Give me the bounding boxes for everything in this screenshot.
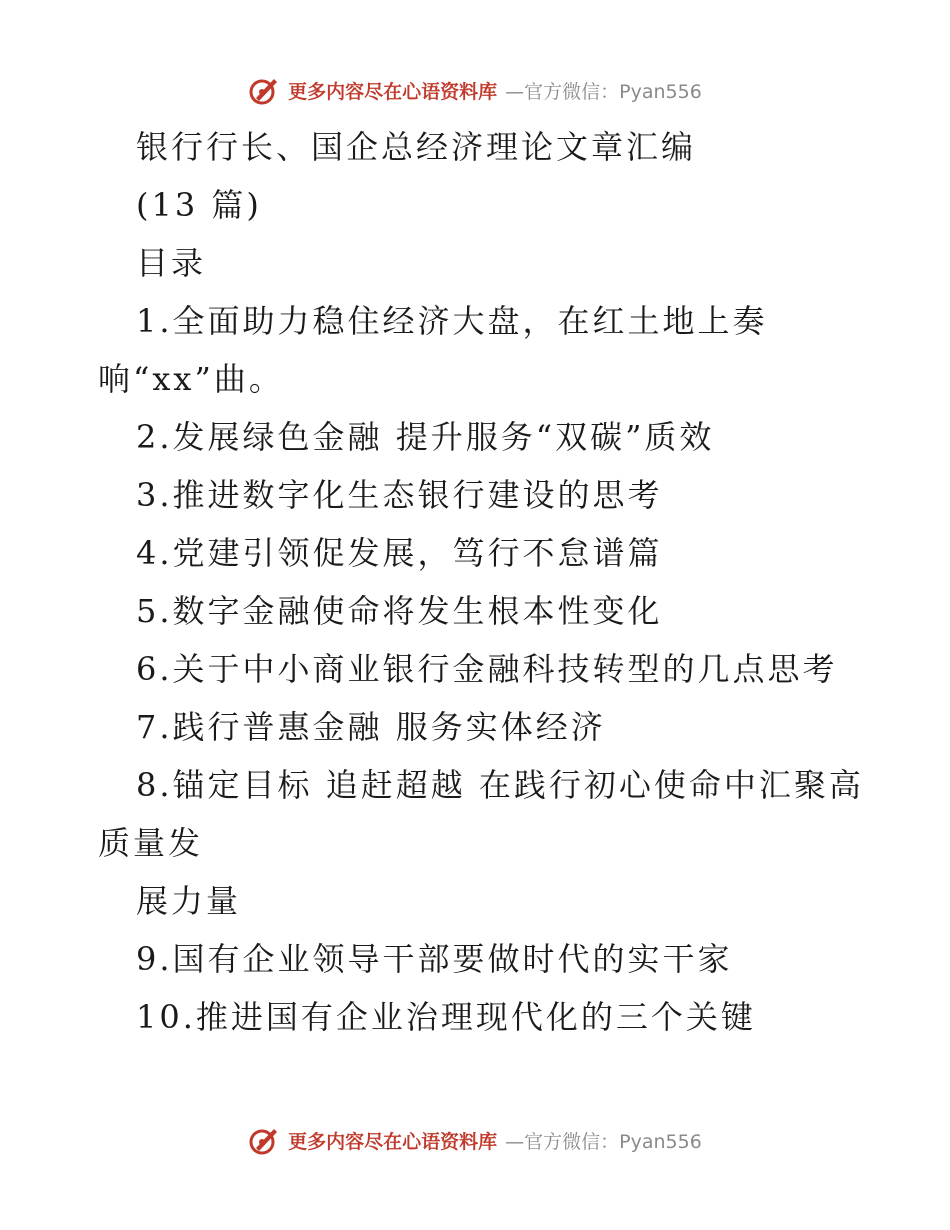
toc-line: 6.关于中小商业银行金融科技转型的几点思考 (136, 650, 838, 688)
toc-line: 5.数字金融使命将发生根本性变化 (136, 592, 663, 630)
watermark-contact-text: —官方微信：Pyan556 (505, 1130, 702, 1153)
toc-list (0, 292, 950, 1046)
toc-line: 1.全面助力稳住经济大盘，在红土地上奏 (136, 302, 768, 340)
toc-line: 展力量 (136, 882, 242, 920)
toc-line: 7.践行普惠金融 服务实体经济 (136, 708, 606, 746)
toc-line: 4.党建引领促发展，笃行不怠谱篇 (136, 534, 663, 572)
logo-icon (248, 74, 280, 106)
document-body (0, 118, 950, 1046)
toc-line: 10.推进国有企业治理现代化的三个关键 (136, 998, 756, 1036)
toc-line: 质量发 (98, 824, 204, 862)
toc-line: 响“xx”曲。 (98, 360, 284, 398)
document-title: 银行行长、国企总经济理论文章汇编 (136, 128, 697, 166)
toc-line: 9.国有企业领导干部要做时代的实干家 (136, 940, 733, 978)
watermark-header (0, 70, 950, 110)
toc-line: 8.锚定目标 追赶超越 在践行初心使命中汇聚高 (136, 766, 864, 804)
watermark-site-text: 更多内容尽在心语资料库 (288, 1130, 498, 1153)
logo-icon (248, 1124, 280, 1156)
article-count: (13 篇) (136, 186, 262, 224)
toc-line: 3.推进数字化生态银行建设的思考 (136, 476, 663, 514)
watermark-site-text: 更多内容尽在心语资料库 (288, 80, 498, 103)
watermark-footer (0, 1120, 950, 1160)
toc-heading: 目录 (136, 244, 207, 282)
toc-line: 2.发展绿色金融 提升服务“双碳”质效 (136, 418, 715, 456)
watermark-contact-text: —官方微信：Pyan556 (505, 80, 702, 103)
